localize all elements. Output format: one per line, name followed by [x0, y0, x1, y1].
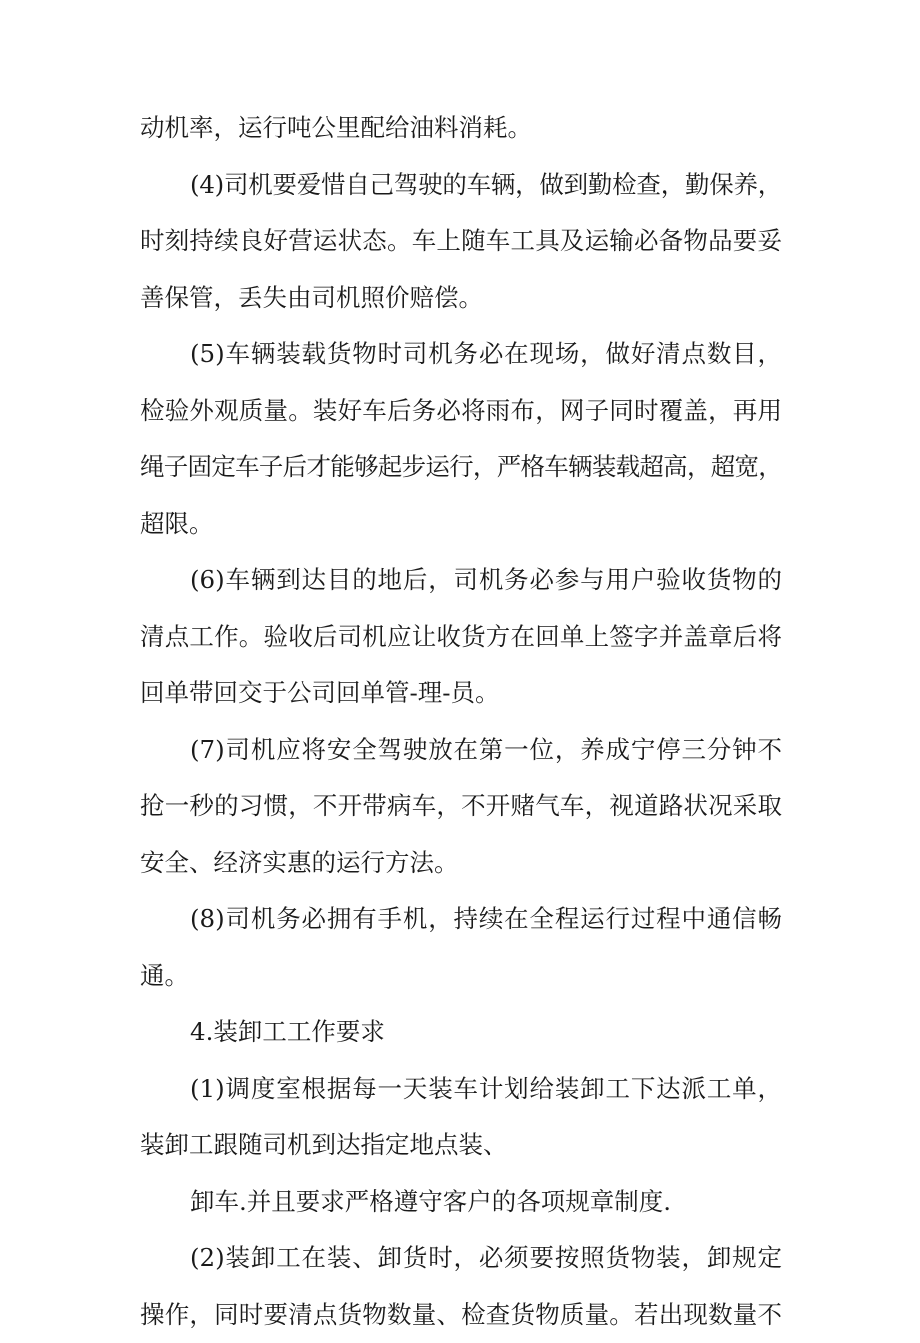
- text-line: 清点工作。验收后司机应让收货方在回单上签字并盖章后将: [140, 609, 782, 666]
- text-line: (4)司机要爱惜自己驾驶的车辆，做到勤检查，勤保养，: [140, 157, 782, 214]
- text-line: 通。: [140, 948, 782, 1005]
- text-line: (2)装卸工在装、卸货时，必须要按照货物装，卸规定: [140, 1230, 782, 1287]
- body-text: [140, 100, 782, 1343]
- section-heading: 4.装卸工工作要求: [140, 1004, 782, 1061]
- text-line: (7)司机应将安全驾驶放在第一位，养成宁停三分钟不: [140, 722, 782, 779]
- text-line: 卸车.并且要求严格遵守客户的各项规章制度.: [140, 1174, 782, 1231]
- text-line: (8)司机务必拥有手机，持续在全程运行过程中通信畅: [140, 891, 782, 948]
- text-line: 动机率，运行吨公里配给油料消耗。: [140, 100, 782, 157]
- text-line: (1)调度室根据每一天装车计划给装卸工下达派工单，: [140, 1061, 782, 1118]
- text-line: 时刻持续良好营运状态。车上随车工具及运输必备物品要妥: [140, 213, 782, 270]
- text-line: 抢一秒的习惯，不开带病车，不开赌气车，视道路状况采取: [140, 778, 782, 835]
- text-line: 绳子固定车子后才能够起步运行，严格车辆装载超高，超宽，: [140, 439, 782, 496]
- text-line: 操作，同时要清点货物数量、检查货物质量。若出现数量不: [140, 1287, 782, 1343]
- text-line: (6)车辆到达目的地后，司机务必参与用户验收货物的: [140, 552, 782, 609]
- text-line: 检验外观质量。装好车后务必将雨布，网子同时覆盖，再用: [140, 383, 782, 440]
- text-line: 安全、经济实惠的运行方法。: [140, 835, 782, 892]
- text-line: 超限。: [140, 496, 782, 553]
- text-line: 善保管，丢失由司机照价赔偿。: [140, 270, 782, 327]
- text-line: 回单带回交于公司回单管-理-员。: [140, 665, 782, 722]
- text-line: 装卸工跟随司机到达指定地点装、: [140, 1117, 782, 1174]
- text-line: (5)车辆装载货物时司机务必在现场，做好清点数目，: [140, 326, 782, 383]
